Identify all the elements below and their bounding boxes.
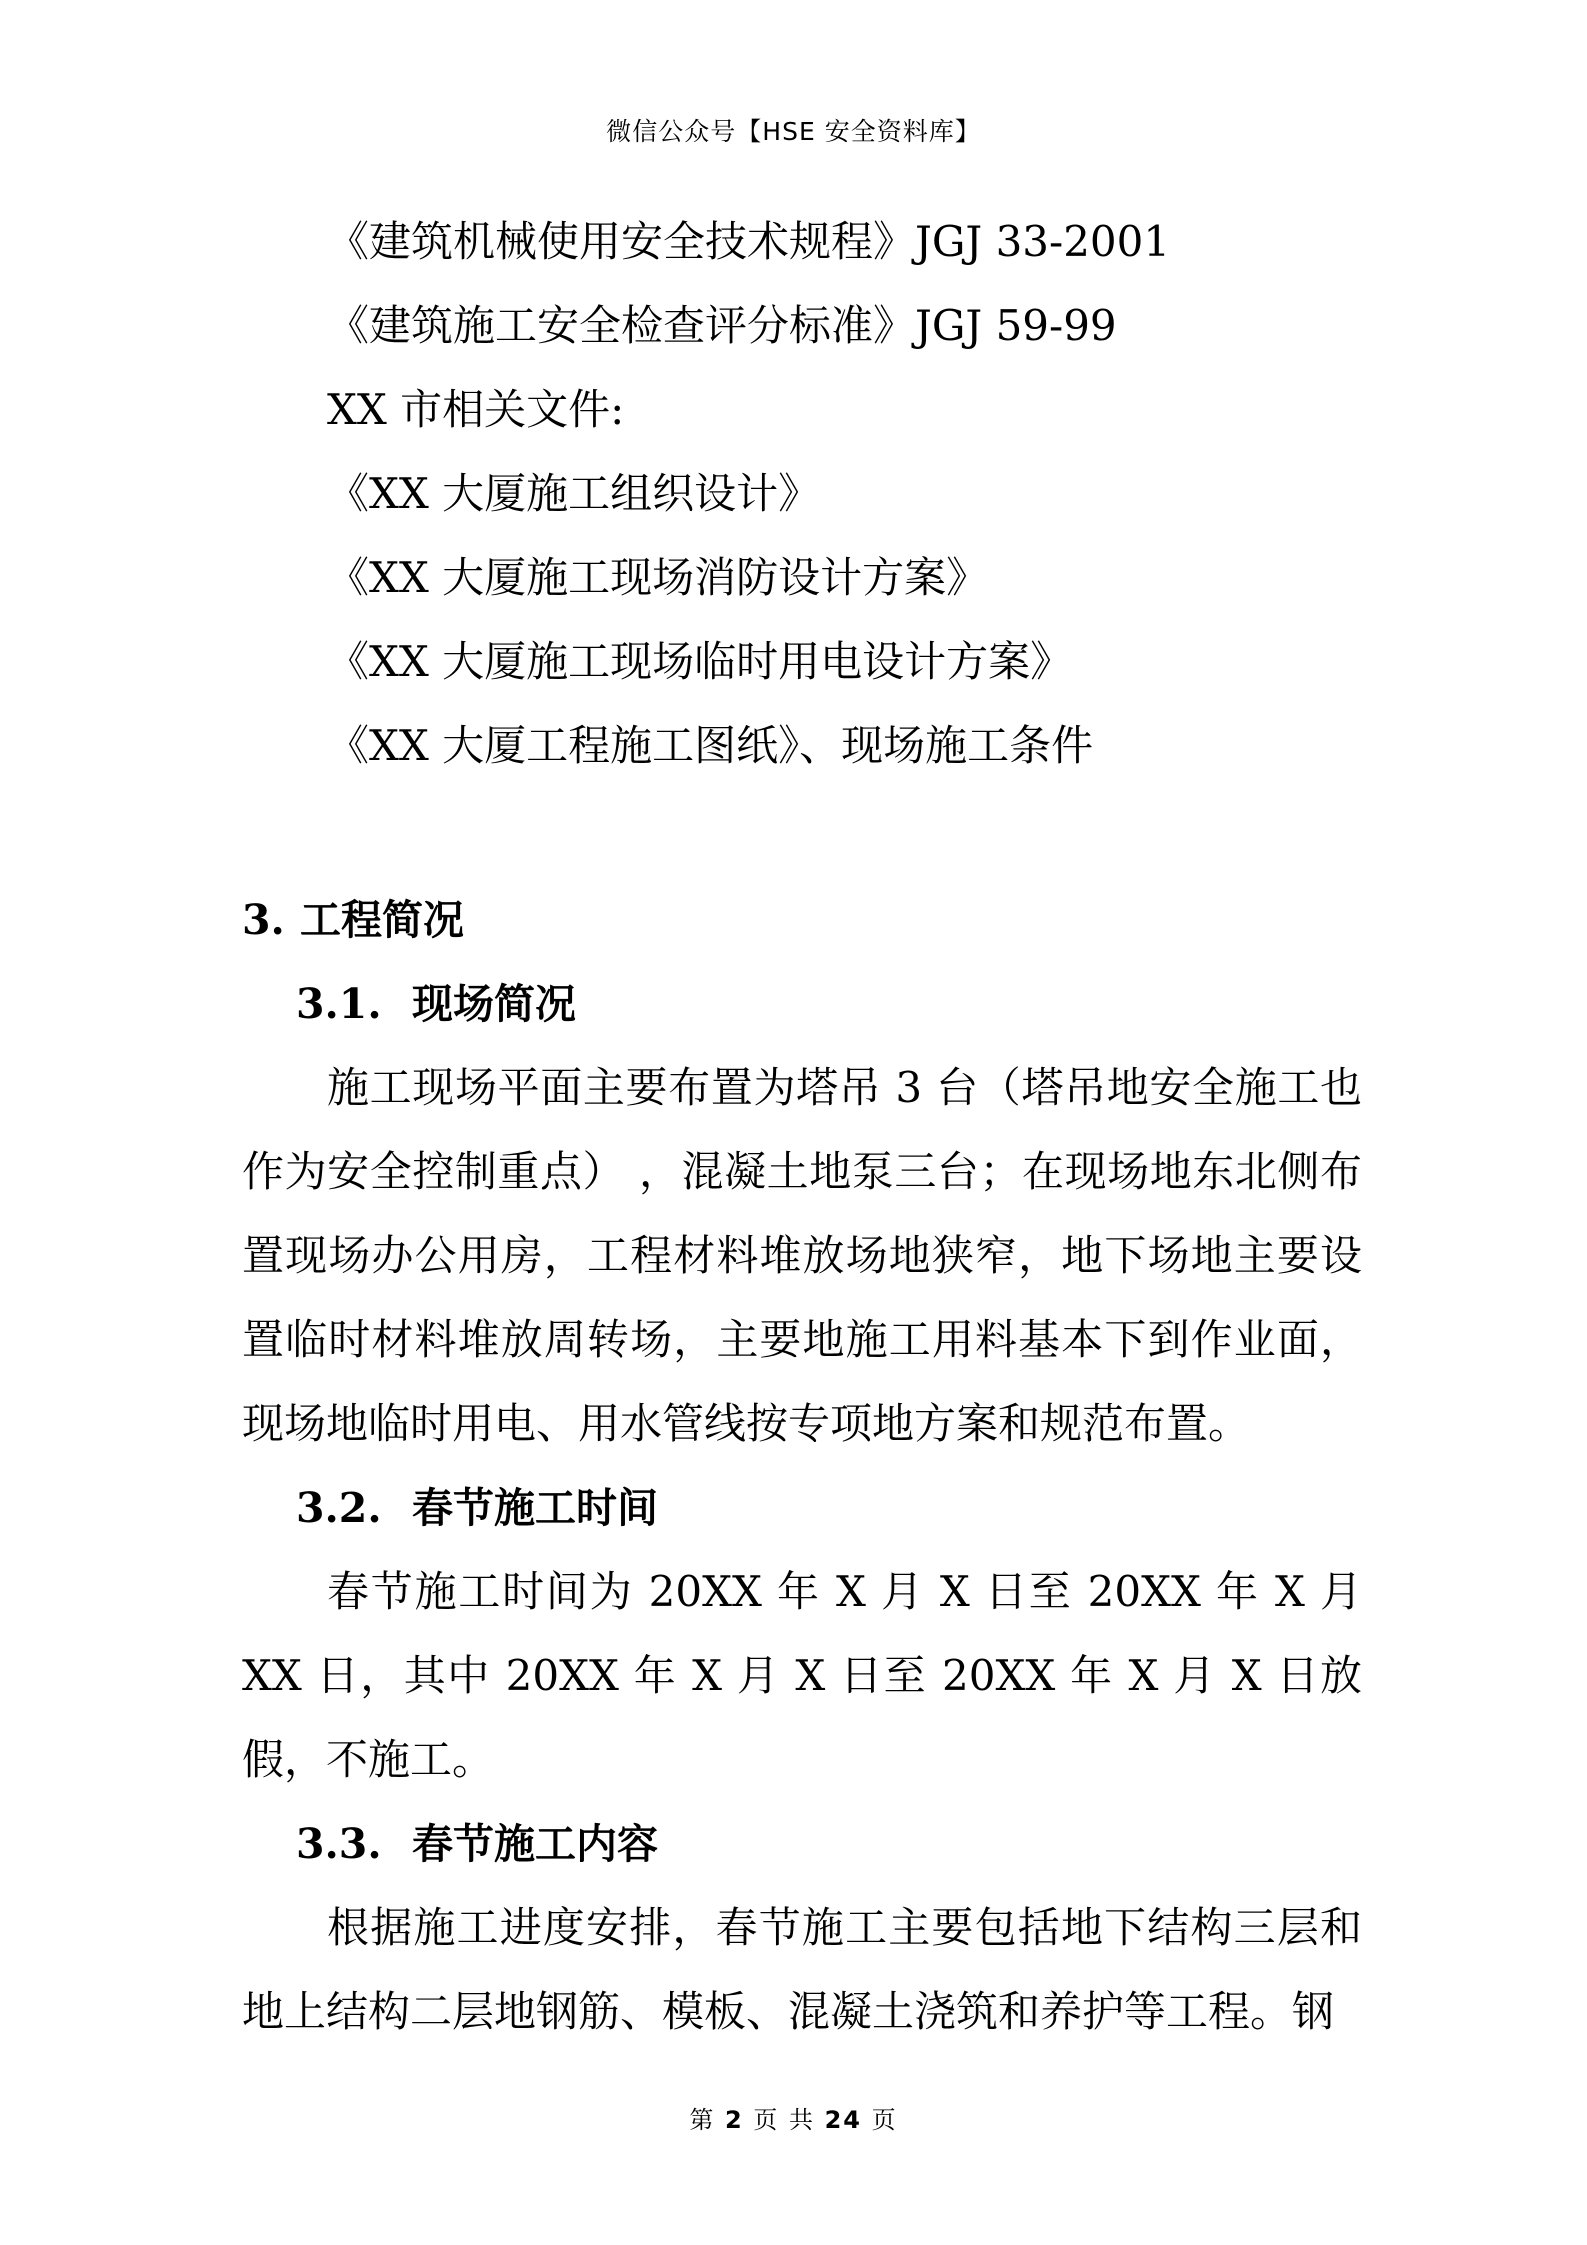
subsection-number: 3.1. [296,980,382,1028]
footer-prefix: 第 [689,2106,716,2134]
document-body [242,200,1362,2054]
subsection-heading [296,1466,1362,1550]
reference-line: 《XX 大厦工程施工图纸》、现场施工条件 [327,721,1094,770]
paragraph: 春节施工时间为 20XX 年 X 月 X 日至 20XX 年 X 月 XX 日，其中 20XX 年 X 月 X 日至 20XX 年 X 月 X 日放假，不施工。 [242,1567,1362,1784]
page-header: 微信公众号【HSE 安全资料库】 [606,117,981,146]
subsection-heading [296,1802,1362,1886]
subsection-number: 3.3. [296,1820,382,1868]
footer-middle: 页 共 [753,2106,815,2134]
paragraph: 根据施工进度安排，春节施工主要包括地下结构三层和地上结构二层地钢筋、模板、混凝土浇筑和养护等工程。钢 [242,1903,1362,2036]
footer-suffix: 页 [871,2106,898,2134]
section-number: 3. [242,896,285,944]
reference-line: 《XX 大厦施工现场临时用电设计方案》 [327,637,1073,686]
total-pages: 24 [824,2106,863,2134]
paragraph: 施工现场平面主要布置为塔吊 3 台（塔吊地安全施工也作为安全控制重点） ，混凝土地泵三台；在现场地东北侧布置现场办公用房，工程材料堆放场地狭窄，地下场地主要设置临时材料堆放周转场，主要地施工用料基本下到作业面，现场地临时用电、用水管线按专项地方案和规范布置。 [242,1063,1362,1448]
reference-line: XX 市相关文件: [327,385,625,434]
subsection-title: 春节施工时间 [412,1484,658,1532]
subsection-number: 3.2. [296,1484,382,1532]
subsection-title: 春节施工内容 [412,1820,658,1868]
reference-line: 《XX 大厦施工组织设计》 [327,469,821,518]
section-title: 工程简况 [300,896,464,944]
page-footer [0,2100,1587,2135]
subsection-title: 现场简况 [412,980,576,1028]
reference-line: 《XX 大厦施工现场消防设计方案》 [327,553,989,602]
reference-line: 《建筑机械使用安全技术规程》JGJ 33-2001 [327,217,1171,266]
subsection-heading [296,962,1362,1046]
page-number: 2 [724,2106,744,2134]
reference-line: 《建筑施工安全检查评分标准》JGJ 59-99 [327,301,1117,350]
section-heading [242,878,1362,962]
